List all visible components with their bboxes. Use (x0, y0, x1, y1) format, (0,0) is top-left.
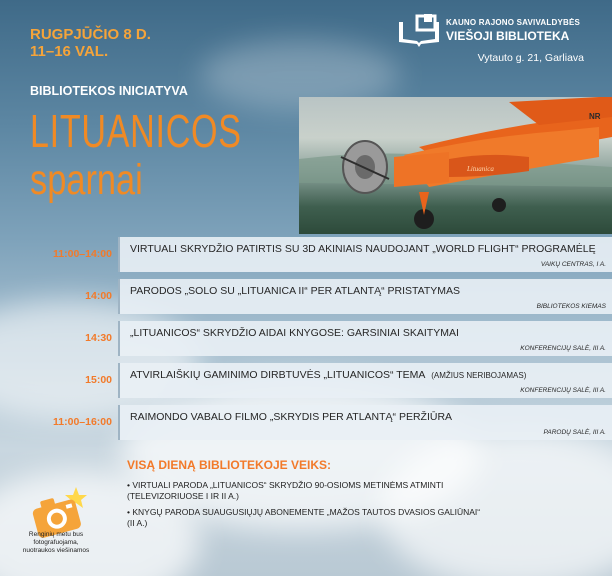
all-day-heading: VISĄ DIENĄ BIBLIOTEKOJE VEIKS: (127, 458, 332, 472)
schedule-location: KONFERENCIJŲ SALĖ, III A. (520, 387, 606, 394)
schedule-row (30, 279, 612, 314)
schedule-box (118, 279, 612, 314)
camera-note-line3: nuotraukos viešinamos (22, 547, 90, 554)
schedule-title: „LITUANICOS“ SKRYDŽIO AIDAI KNYGOSE: GARSINIAI SKAITYMAI (130, 327, 459, 339)
tail-text: NR (589, 112, 601, 121)
schedule-location: VAIKŲ CENTRAS, I A. (540, 261, 606, 268)
schedule-time: 14:00 (85, 290, 112, 302)
all-day-item (127, 507, 480, 529)
title-line1: LITUANICOS (30, 105, 242, 157)
schedule-row (30, 237, 612, 272)
airplane-illustration-icon (299, 97, 612, 234)
schedule-location: BIBLIOTEKOS KIEMAS (536, 303, 606, 310)
schedule-box (118, 321, 612, 356)
event-date-hours: 11–16 VAL. (30, 43, 109, 60)
schedule-row (30, 405, 612, 440)
airplane-photo (299, 97, 612, 234)
schedule-list (30, 237, 612, 447)
schedule-location: PARODŲ SALĖ, III A. (543, 429, 606, 436)
schedule-box (118, 237, 612, 272)
schedule-title: RAIMONDO VABALO FILMO „SKRYDIS PER ATLANTĄ“ PERŽIŪRA (130, 411, 453, 423)
organization-line2: VIEŠOJI BIBLIOTEKA (446, 29, 570, 43)
all-day-item-line1: • KNYGŲ PARODA SUAUGUSIŲJŲ ABONEMENTE „MAŽOS TAUTOS DVASIOS GALIŪNAI“ (127, 507, 481, 517)
schedule-title: ATVIRLAIŠKIŲ GAMINIMO DIRBTUVĖS „LITUANICOS“ TEMA (130, 369, 426, 381)
camera-note (8, 531, 104, 555)
title-line2: sparnai (30, 156, 143, 204)
event-date-day: RUGPJŪČIO 8 D. (30, 26, 151, 43)
schedule-title: PARODOS „SOLO SU „LITUANICA II“ PER ATLANTĄ“ PRISTATYMAS (130, 285, 461, 297)
initiative-label: BIBLIOTEKOS INICIATYVA (30, 84, 188, 98)
schedule-title: VIRTUALI SKRYDŽIO PATIRTIS SU 3D AKINIAIS NAUDOJANT „WORLD FLIGHT“ PROGRAMĖLĘ (130, 243, 596, 255)
schedule-time: 11:00–14:00 (53, 248, 112, 260)
schedule-row (30, 321, 612, 356)
camera-note-line2: fotografuojama, (33, 539, 79, 546)
schedule-note: (AMŽIUS NERIBOJAMAS) (431, 371, 527, 380)
schedule-location: KONFERENCIJŲ SALĖ, III A. (520, 345, 606, 352)
all-day-item-line2: (II A.) (127, 518, 148, 528)
schedule-row (30, 363, 612, 398)
plane-script-text: Lituanica (467, 165, 494, 173)
all-day-item (127, 480, 443, 502)
schedule-box (118, 363, 612, 398)
organization-address: Vytauto g. 21, Garliava (477, 52, 584, 64)
all-day-item-line2: (TELEVIZORIUOSE I IR II A.) (127, 491, 239, 501)
schedule-box (118, 405, 612, 440)
event-date (30, 26, 151, 60)
camera-note-line1: Renginių metu bus (28, 531, 84, 538)
schedule-time: 14:30 (85, 332, 112, 344)
library-book-logo-icon (397, 14, 441, 48)
organization-line1: KAUNO RAJONO SAVIVALDYBĖS (446, 18, 581, 27)
schedule-time: 11:00–16:00 (53, 416, 112, 428)
organization-name (446, 18, 580, 43)
schedule-time: 15:00 (85, 374, 112, 386)
all-day-item-line1: • VIRTUALI PARODA „LITUANICOS“ SKRYDŽIO 90-OSIOMS METINĖMS ATMINTI (127, 480, 444, 490)
